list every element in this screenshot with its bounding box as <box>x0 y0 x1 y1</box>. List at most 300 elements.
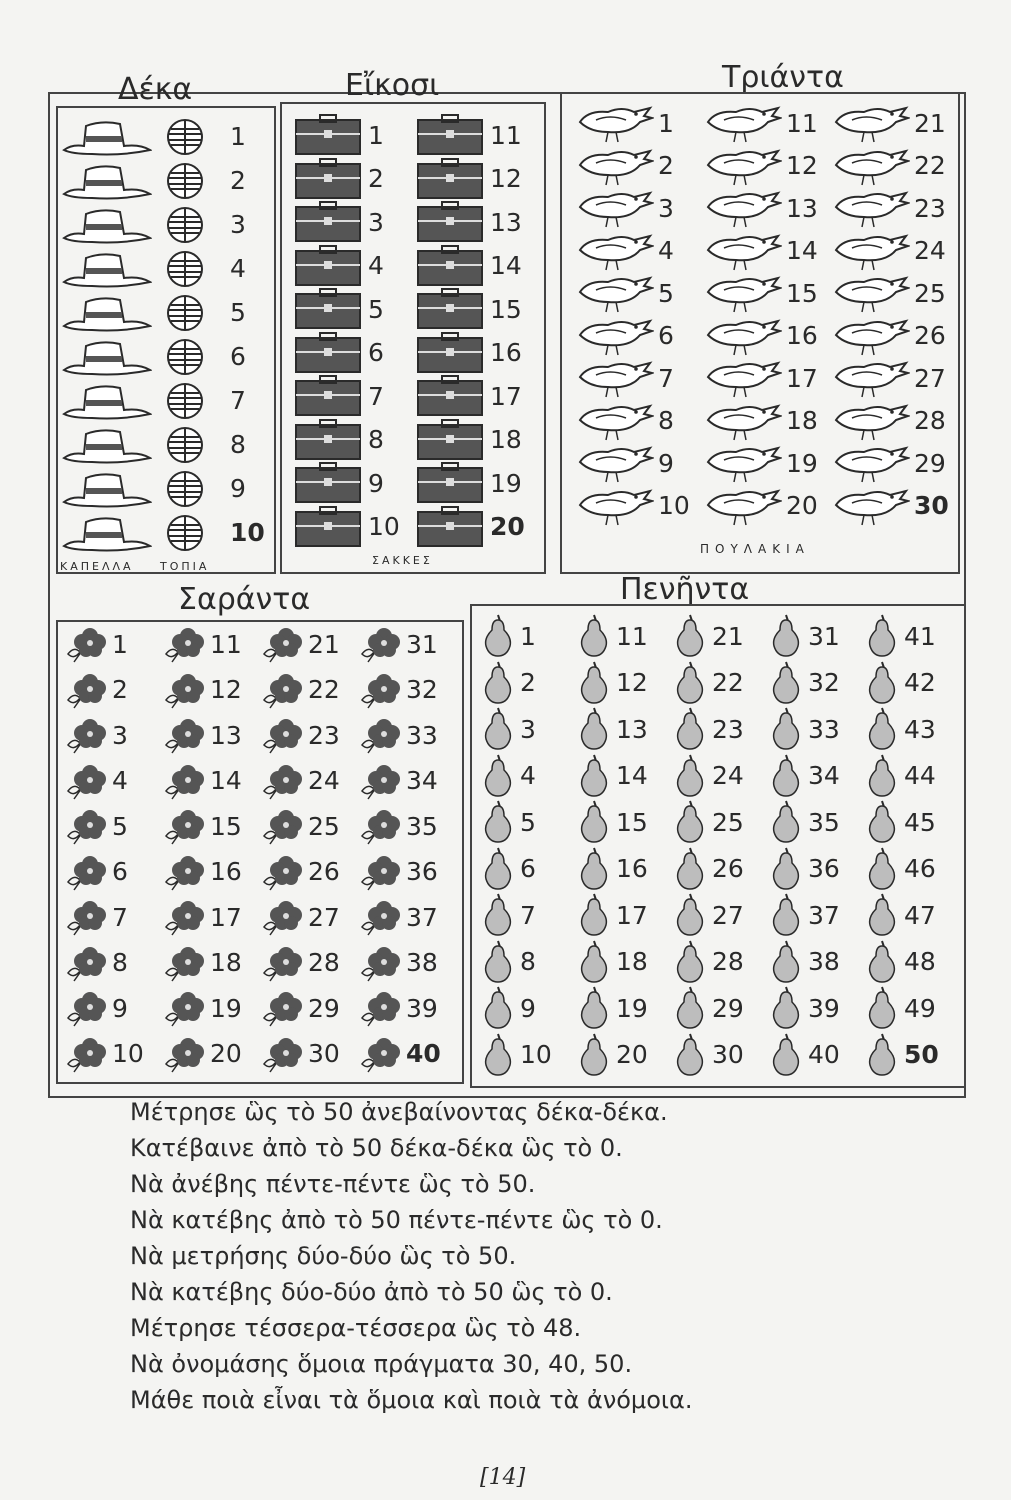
pear-icon <box>672 986 708 1030</box>
bird-icon <box>830 485 910 527</box>
trianta-number: 16 <box>786 321 818 350</box>
saranta-item <box>358 943 438 983</box>
saranta-number: 12 <box>210 675 242 704</box>
flower-icon <box>64 761 108 801</box>
peninta-number: 27 <box>712 900 744 930</box>
peninta-number: 33 <box>808 714 840 744</box>
flower-icon <box>162 897 206 937</box>
hat-icon <box>62 382 152 420</box>
saranta-item <box>162 715 242 755</box>
bag-icon <box>414 506 486 548</box>
trianta-number: 20 <box>786 491 818 520</box>
pear-icon <box>768 754 804 798</box>
instruction-line: Μέτρησε ὣς τὸ 50 ἀνεβαίνοντας δέκα-δέκα. <box>130 1098 668 1126</box>
trianta-caption: ΠΟΥΛΑΚΙΑ <box>700 542 810 556</box>
saranta-item <box>260 897 340 937</box>
pear-icon <box>576 893 612 937</box>
peninta-item <box>768 847 840 891</box>
eikosi-number: 15 <box>490 294 522 324</box>
deka-item <box>226 388 246 413</box>
saranta-number: 6 <box>112 857 128 886</box>
trianta-item <box>574 230 674 272</box>
saranta-item <box>260 852 340 892</box>
eikosi-item <box>292 158 384 200</box>
peninta-item <box>864 847 936 891</box>
trianta-number: 15 <box>786 278 818 308</box>
peninta-number: 9 <box>520 993 536 1023</box>
peninta-item <box>864 893 936 937</box>
flower-icon <box>64 852 108 892</box>
eikosi-caption: ΣΑΚΚΕΣ <box>372 554 433 567</box>
peninta-item <box>768 893 840 937</box>
saranta-number: 17 <box>210 902 242 932</box>
pear-icon <box>576 754 612 798</box>
trianta-number: 24 <box>914 236 946 265</box>
deka-number: 1 <box>230 122 246 151</box>
saranta-number: 4 <box>112 766 128 795</box>
pear-icon <box>672 661 708 705</box>
hat-icon <box>62 250 152 288</box>
bird-icon <box>830 272 910 314</box>
pear-icon <box>576 847 612 891</box>
trianta-item <box>702 102 818 144</box>
peninta-item <box>576 940 648 984</box>
eikosi-number: 10 <box>368 512 400 541</box>
trianta-item <box>574 187 674 229</box>
flower-icon <box>64 624 108 664</box>
deka-item <box>226 432 246 457</box>
saranta-item <box>162 761 242 801</box>
deka-item <box>226 256 246 281</box>
pear-icon <box>864 754 900 798</box>
peninta-item <box>576 893 648 937</box>
ball-icon <box>166 162 204 200</box>
bag-icon <box>292 332 364 374</box>
peninta-number: 42 <box>904 668 936 697</box>
peninta-number: 40 <box>808 1040 840 1069</box>
peninta-item <box>576 754 648 798</box>
saranta-number: 11 <box>210 629 242 659</box>
saranta-item <box>64 715 128 755</box>
pear-icon <box>480 707 516 751</box>
pear-icon <box>480 1033 516 1077</box>
trianta-number: 8 <box>658 406 674 435</box>
peninta-number: 23 <box>712 714 744 744</box>
pear-icon <box>768 986 804 1030</box>
peninta-number: 48 <box>904 947 936 976</box>
peninta-number: 13 <box>616 714 648 744</box>
bag-icon <box>292 506 364 548</box>
flower-icon <box>260 988 304 1028</box>
saranta-item <box>162 943 242 983</box>
trianta-item <box>830 230 946 272</box>
saranta-item <box>64 1034 144 1074</box>
flower-icon <box>162 715 206 755</box>
peninta-item <box>480 847 536 891</box>
trianta-item <box>574 400 674 442</box>
peninta-number: 47 <box>904 900 936 930</box>
eikosi-number: 16 <box>490 338 522 367</box>
saranta-number: 2 <box>112 675 128 704</box>
flower-icon <box>162 806 206 846</box>
flower-icon <box>260 943 304 983</box>
trianta-number: 26 <box>914 321 946 350</box>
trianta-item <box>830 187 946 229</box>
saranta-item <box>358 988 438 1028</box>
saranta-item <box>358 1034 441 1074</box>
deka-item <box>226 168 246 193</box>
peninta-item <box>576 800 648 844</box>
peninta-number: 18 <box>616 947 648 976</box>
saranta-number: 3 <box>112 720 128 750</box>
ball-icon <box>166 338 204 376</box>
saranta-number: 14 <box>210 766 242 795</box>
saranta-number: 28 <box>308 948 340 977</box>
peninta-number: 31 <box>808 621 840 651</box>
deka-number: 4 <box>230 254 246 283</box>
saranta-number: 8 <box>112 948 128 977</box>
peninta-item <box>768 661 840 705</box>
peninta-number: 17 <box>616 900 648 930</box>
eikosi-number: 20 <box>490 512 525 541</box>
bird-icon <box>830 230 910 272</box>
peninta-number: 6 <box>520 854 536 883</box>
saranta-number: 10 <box>112 1039 144 1068</box>
trianta-number: 3 <box>658 193 674 223</box>
trianta-item <box>830 442 946 484</box>
hat-icon <box>62 426 152 464</box>
saranta-number: 35 <box>406 811 438 841</box>
page-number: [14] <box>480 1465 526 1490</box>
peninta-item <box>864 754 936 798</box>
peninta-item <box>864 800 936 844</box>
peninta-number: 45 <box>904 807 936 837</box>
pear-icon <box>768 1033 804 1077</box>
trianta-number: 22 <box>914 151 946 180</box>
instruction-line: Κατέβαινε ἀπὸ τὸ 50 δέκα-δέκα ὣς τὸ 0. <box>130 1134 623 1162</box>
peninta-item <box>480 800 536 844</box>
flower-icon <box>260 897 304 937</box>
ball-icon <box>166 294 204 332</box>
peninta-item <box>576 1033 648 1077</box>
trianta-item <box>830 357 946 399</box>
peninta-number: 24 <box>712 761 744 790</box>
saranta-number: 24 <box>308 766 340 795</box>
ball-icon <box>166 206 204 244</box>
peninta-item <box>768 707 840 751</box>
peninta-number: 1 <box>520 621 536 651</box>
peninta-item <box>864 940 936 984</box>
flower-icon <box>64 988 108 1028</box>
trianta-item <box>574 315 674 357</box>
trianta-item <box>574 272 674 314</box>
peninta-item <box>480 754 536 798</box>
eikosi-number: 2 <box>368 164 384 193</box>
saranta-number: 18 <box>210 948 242 977</box>
trianta-title: Τριάντα <box>722 60 844 95</box>
saranta-item <box>162 624 242 664</box>
pear-icon <box>768 847 804 891</box>
trianta-item <box>574 357 674 399</box>
bag-icon <box>292 158 364 200</box>
flower-icon <box>162 988 206 1028</box>
trianta-item <box>830 315 946 357</box>
hat-icon <box>62 338 152 376</box>
peninta-number: 38 <box>808 947 840 976</box>
pear-icon <box>480 893 516 937</box>
peninta-item <box>672 1033 744 1077</box>
bird-icon <box>702 187 782 229</box>
saranta-item <box>162 897 242 937</box>
pear-icon <box>864 986 900 1030</box>
eikosi-number: 4 <box>368 251 384 280</box>
peninta-item <box>480 614 536 658</box>
trianta-number: 2 <box>658 151 674 180</box>
saranta-item <box>162 1034 242 1074</box>
trianta-number: 1 <box>658 108 674 138</box>
flower-icon <box>64 806 108 846</box>
peninta-number: 36 <box>808 854 840 883</box>
saranta-item <box>358 670 438 710</box>
bird-icon <box>830 400 910 442</box>
eikosi-item <box>414 375 522 417</box>
peninta-number: 49 <box>904 993 936 1023</box>
flower-icon <box>64 715 108 755</box>
bird-icon <box>574 400 654 442</box>
pear-icon <box>576 1033 612 1077</box>
pear-icon <box>864 1033 900 1077</box>
peninta-number: 35 <box>808 807 840 837</box>
trianta-item <box>702 400 818 442</box>
eikosi-number: 11 <box>490 120 522 150</box>
saranta-number: 32 <box>406 675 438 704</box>
saranta-number: 36 <box>406 857 438 886</box>
eikosi-item <box>414 419 522 461</box>
saranta-title: Σαράντα <box>178 582 311 617</box>
pear-icon <box>480 847 516 891</box>
deka-item <box>226 344 246 369</box>
saranta-item <box>162 806 242 846</box>
peninta-number: 10 <box>520 1040 552 1069</box>
pear-icon <box>768 893 804 937</box>
flower-icon <box>358 806 402 846</box>
bird-icon <box>830 187 910 229</box>
trianta-number: 17 <box>786 363 818 393</box>
eikosi-number: 8 <box>368 425 384 454</box>
saranta-item <box>358 897 438 937</box>
pear-icon <box>768 661 804 705</box>
peninta-item <box>576 707 648 751</box>
eikosi-item <box>292 201 384 243</box>
bird-icon <box>574 187 654 229</box>
eikosi-item <box>292 332 384 374</box>
instruction-line: Μάθε ποιὰ εἶναι τὰ ὅμοια καὶ ποιὰ τὰ ἀνόμοια. <box>130 1386 693 1414</box>
saranta-number: 33 <box>406 720 438 750</box>
trianta-item <box>830 400 946 442</box>
hat-icon <box>62 162 152 200</box>
saranta-item <box>260 670 340 710</box>
flower-icon <box>358 715 402 755</box>
eikosi-item <box>414 245 522 287</box>
saranta-item <box>358 624 438 664</box>
eikosi-item <box>414 462 522 504</box>
eikosi-number: 9 <box>368 468 384 498</box>
saranta-item <box>260 624 340 664</box>
bird-icon <box>574 357 654 399</box>
trianta-item <box>702 357 818 399</box>
peninta-item <box>576 986 648 1030</box>
saranta-number: 19 <box>210 993 242 1023</box>
trianta-number: 27 <box>914 363 946 393</box>
flower-icon <box>358 897 402 937</box>
hat-icon <box>62 514 152 552</box>
trianta-number: 12 <box>786 151 818 180</box>
eikosi-item <box>292 462 384 504</box>
peninta-number: 22 <box>712 668 744 697</box>
peninta-item <box>576 847 648 891</box>
pear-icon <box>576 800 612 844</box>
peninta-item <box>672 754 744 798</box>
saranta-item <box>358 715 438 755</box>
ball-icon <box>166 426 204 464</box>
trianta-number: 11 <box>786 108 818 138</box>
bird-icon <box>702 357 782 399</box>
bird-icon <box>830 315 910 357</box>
peninta-number: 28 <box>712 947 744 976</box>
pear-icon <box>672 1033 708 1077</box>
bird-icon <box>574 230 654 272</box>
pear-icon <box>864 661 900 705</box>
pear-icon <box>576 986 612 1030</box>
trianta-number: 4 <box>658 236 674 265</box>
flower-icon <box>162 670 206 710</box>
peninta-item <box>480 893 536 937</box>
saranta-item <box>64 761 128 801</box>
flower-icon <box>260 761 304 801</box>
instruction-line: Νὰ κατέβης δύο-δύο ἀπὸ τὸ 50 ὣς τὸ 0. <box>130 1278 613 1306</box>
peninta-item <box>864 1033 939 1077</box>
pear-icon <box>768 940 804 984</box>
flower-icon <box>260 715 304 755</box>
bird-icon <box>702 102 782 144</box>
peninta-item <box>672 707 744 751</box>
saranta-number: 39 <box>406 993 438 1023</box>
saranta-number: 31 <box>406 629 438 659</box>
bag-icon <box>292 245 364 287</box>
bird-icon <box>574 442 654 484</box>
bag-icon <box>292 462 364 504</box>
saranta-number: 7 <box>112 902 128 932</box>
deka-number: 5 <box>230 298 246 327</box>
saranta-number: 1 <box>112 629 128 659</box>
bird-icon <box>574 315 654 357</box>
eikosi-item <box>414 332 522 374</box>
instruction-line: Νὰ ὀνομάσης ὅμοια πράγματα 30, 40, 50. <box>130 1350 633 1378</box>
saranta-item <box>162 670 242 710</box>
trianta-number: 29 <box>914 448 946 478</box>
flower-icon <box>358 761 402 801</box>
trianta-number: 5 <box>658 278 674 308</box>
bag-icon <box>414 288 486 330</box>
eikosi-number: 12 <box>490 164 522 193</box>
flower-icon <box>260 1034 304 1074</box>
peninta-number: 32 <box>808 668 840 697</box>
eikosi-number: 3 <box>368 207 384 237</box>
peninta-number: 44 <box>904 761 936 790</box>
bag-icon <box>292 375 364 417</box>
bag-icon <box>414 245 486 287</box>
pear-icon <box>576 940 612 984</box>
trianta-item <box>574 442 674 484</box>
eikosi-item <box>292 506 400 548</box>
saranta-number: 25 <box>308 811 340 841</box>
peninta-item <box>768 754 840 798</box>
bird-icon <box>830 442 910 484</box>
peninta-number: 7 <box>520 900 536 930</box>
pear-icon <box>672 847 708 891</box>
flower-icon <box>260 624 304 664</box>
peninta-item <box>480 707 536 751</box>
peninta-number: 19 <box>616 993 648 1023</box>
saranta-item <box>260 806 340 846</box>
deka-caption-balls: ΤΟΠΙΑ <box>160 560 210 573</box>
pear-icon <box>864 847 900 891</box>
pear-icon <box>864 800 900 844</box>
deka-number: 9 <box>230 474 246 503</box>
trianta-number: 6 <box>658 321 674 350</box>
pear-icon <box>480 614 516 658</box>
peninta-number: 26 <box>712 854 744 883</box>
trianta-item <box>702 315 818 357</box>
trianta-number: 10 <box>658 491 690 520</box>
saranta-number: 16 <box>210 857 242 886</box>
peninta-item <box>864 614 936 658</box>
peninta-number: 2 <box>520 668 536 697</box>
peninta-number: 14 <box>616 761 648 790</box>
pear-icon <box>480 800 516 844</box>
saranta-item <box>260 715 340 755</box>
eikosi-item <box>292 375 384 417</box>
flower-icon <box>64 670 108 710</box>
saranta-item <box>64 670 128 710</box>
saranta-number: 21 <box>308 629 340 659</box>
flower-icon <box>358 988 402 1028</box>
peninta-number: 20 <box>616 1040 648 1069</box>
peninta-number: 4 <box>520 761 536 790</box>
deka-number: 2 <box>230 166 246 195</box>
pear-icon <box>480 986 516 1030</box>
pear-icon <box>480 661 516 705</box>
peninta-item <box>672 940 744 984</box>
deka-number: 3 <box>230 210 246 239</box>
peninta-number: 30 <box>712 1040 744 1069</box>
eikosi-item <box>292 245 384 287</box>
saranta-number: 37 <box>406 902 438 932</box>
bird-icon <box>830 357 910 399</box>
flower-icon <box>260 670 304 710</box>
saranta-number: 15 <box>210 811 242 841</box>
trianta-number: 14 <box>786 236 818 265</box>
eikosi-item <box>414 114 522 156</box>
eikosi-number: 5 <box>368 294 384 324</box>
saranta-number: 22 <box>308 675 340 704</box>
eikosi-number: 19 <box>490 468 522 498</box>
bag-icon <box>414 201 486 243</box>
bag-icon <box>292 114 364 156</box>
trianta-item <box>830 145 946 187</box>
peninta-item <box>864 661 936 705</box>
saranta-number: 34 <box>406 766 438 795</box>
